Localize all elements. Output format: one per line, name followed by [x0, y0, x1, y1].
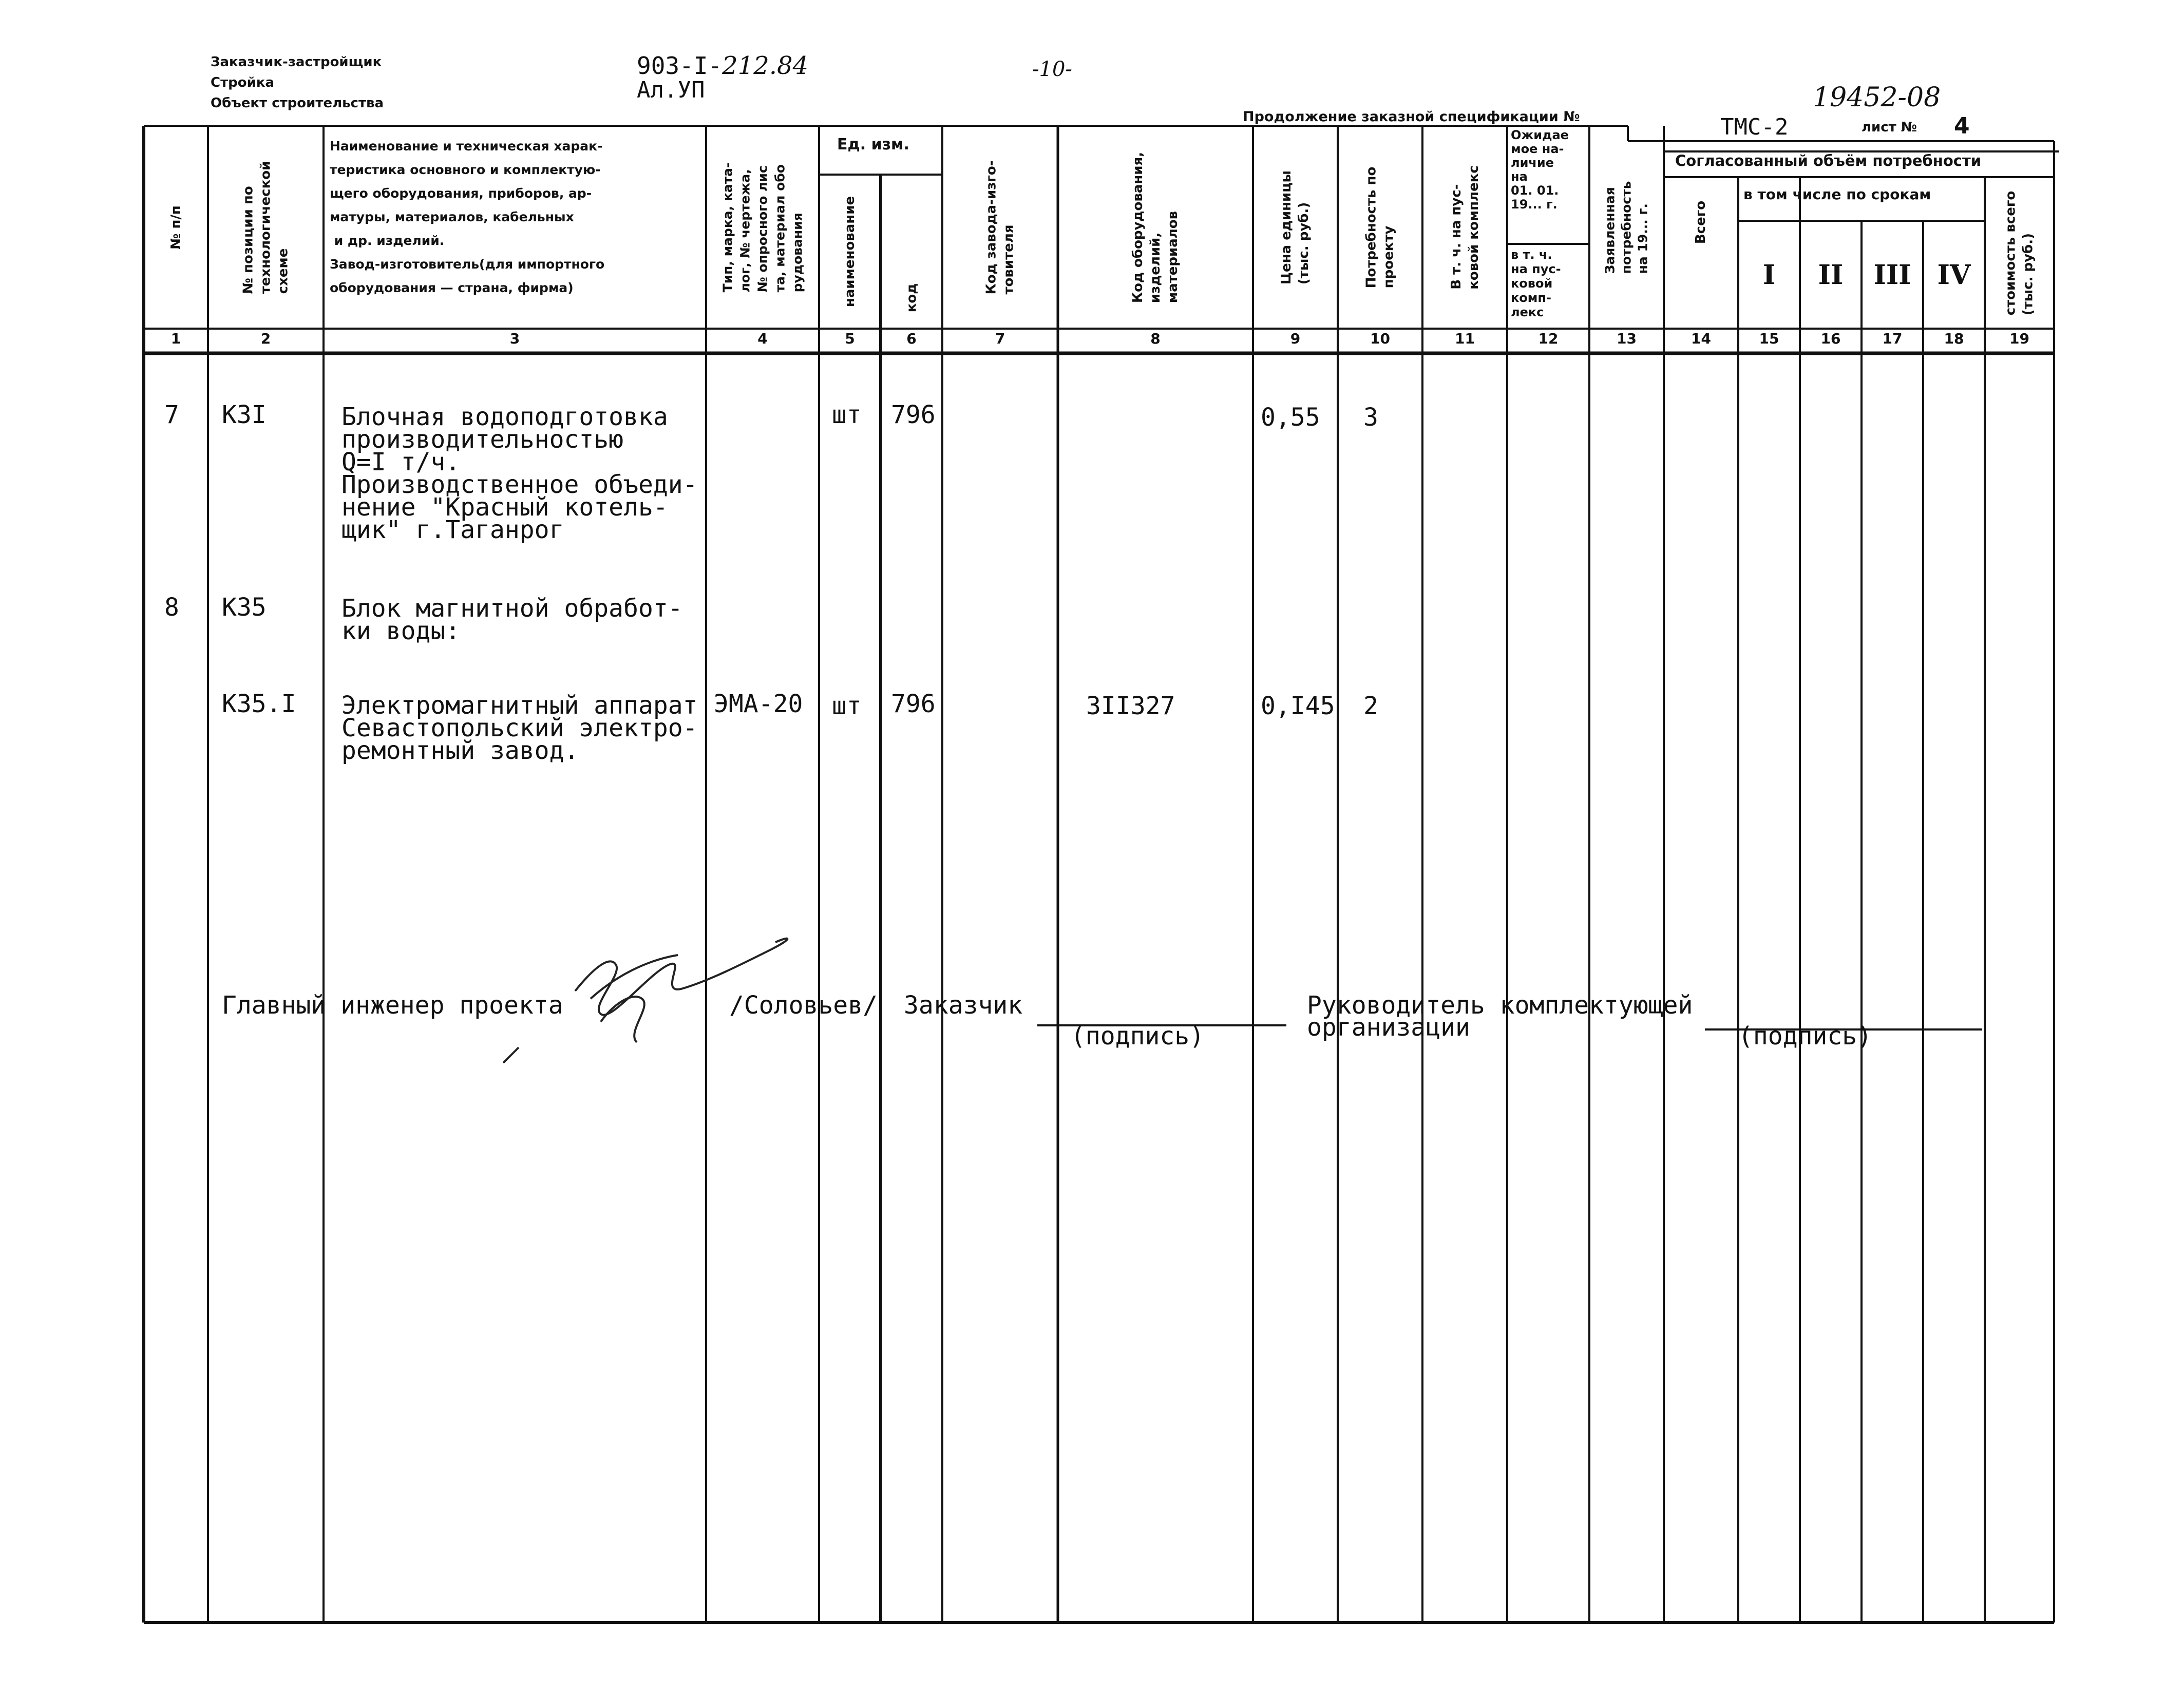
customer-label: Заказчик-застройщик [211, 54, 382, 70]
unit-group-header: Ед. изм. [837, 136, 909, 154]
row-type: ЭМА-20 [714, 690, 803, 718]
col5-header [819, 175, 881, 329]
col3-header: Наименование и техническая харак- теристика основного и комплектую- щего оборудования, приборов, ар- матуры, материалов, кабельных и др. изделий. Завод-изготовитель(для импортного оборудования — страна, фирма) [330, 139, 605, 295]
row-need: 2 [1363, 692, 1378, 720]
row-number: 8 [164, 593, 179, 622]
row-code: 796 [891, 400, 936, 429]
col6-header [881, 267, 942, 329]
colnum-14: 14 [1691, 330, 1711, 347]
col15-header: I [1762, 259, 1776, 291]
col5-header-text: наименование [842, 196, 858, 308]
col10-header-text: Потребность по проекту [1363, 166, 1397, 288]
colnum-1: 1 [170, 330, 181, 347]
row-name: Блочная водоподготовка производительностью Q=I т/ч. Производственное объеди- нение "Красный котель- щик" г.Таганрог [341, 403, 698, 544]
row-equip-code: 3II327 [1086, 692, 1175, 720]
agreed-group-header: Согласованный объём потребности [1675, 152, 1982, 169]
colnum-9: 9 [1290, 330, 1301, 347]
row-price: 0,55 [1261, 403, 1320, 432]
supplier-head-label: Руководитель комплектующей [1307, 991, 1693, 1020]
colnum-4: 4 [757, 330, 768, 347]
col10-header [1338, 126, 1422, 329]
colnum-8: 8 [1150, 330, 1161, 347]
colnum-3: 3 [509, 330, 520, 347]
colnum-5: 5 [845, 330, 855, 347]
col2-header [208, 126, 324, 329]
col16-header: II [1818, 259, 1844, 291]
row-price: 0,I45 [1261, 692, 1335, 720]
col4-header-text: Тип, марка, ката- лог, № чертежа, № опросного лис та, материал обо рудования [720, 162, 805, 292]
project-code-prefix: 903-I- [637, 52, 723, 80]
object-label: Объект строительства [211, 96, 384, 111]
col19-header [1985, 177, 2054, 329]
spec-title: Продолжение заказной спецификации № [1243, 109, 1580, 125]
handwritten-number: 19452-08 [1813, 82, 1941, 113]
col14-header [1664, 177, 1738, 329]
col1-header [144, 126, 208, 329]
colnum-13: 13 [1617, 330, 1637, 347]
col11-header-text: В т. ч. на пус- ковой комплекс [1448, 165, 1482, 290]
supplier-head-label-2: организации [1307, 1013, 1470, 1042]
row-unit: шт [832, 400, 862, 429]
colnum-12: 12 [1538, 330, 1559, 347]
col4-header [706, 126, 819, 329]
colnum-18: 18 [1944, 330, 1964, 347]
colnum-17: 17 [1882, 330, 1903, 347]
row-position: К35 [222, 593, 267, 622]
sheet-number: 4 [1954, 113, 1970, 139]
col9-header-text: Цена единицы (тыс. руб.) [1279, 170, 1312, 284]
sheet-label: лист № [1862, 120, 1917, 135]
construction-label: Стройка [211, 75, 275, 90]
colnum-2: 2 [260, 330, 271, 347]
col18-header: IV [1937, 259, 1971, 291]
col6-header-text: код [903, 283, 919, 313]
col1-header-text: № п/п [168, 205, 184, 250]
signature-caption: (подпись) [1071, 1022, 1205, 1051]
col13-header [1589, 126, 1664, 329]
chief-engineer-label: Главный инженер проекта [222, 991, 563, 1020]
col9-header [1253, 126, 1338, 329]
colnum-16: 16 [1820, 330, 1841, 347]
terms-group-header: в том числе по срокам [1743, 186, 1931, 203]
col12-top-header: Ожидае мое на- личие на 01. 01. 19... г. [1511, 128, 1569, 212]
project-code [637, 51, 808, 80]
row-position: К35.I [222, 690, 296, 718]
spec-number: ТМС-2 [1720, 114, 1789, 140]
row-name: Блок магнитной обработ- ки воды: [341, 594, 683, 645]
colnum-10: 10 [1370, 330, 1390, 347]
customer-sign-label: Заказчик [904, 991, 1023, 1020]
col11-header [1422, 126, 1507, 329]
col7-header [942, 126, 1058, 329]
colnum-6: 6 [906, 330, 917, 347]
page-number: -10- [1032, 58, 1072, 81]
col14-header-text: Всего [1693, 200, 1709, 244]
colnum-7: 7 [995, 330, 1005, 347]
colnum-15: 15 [1759, 330, 1779, 347]
colnum-11: 11 [1455, 330, 1475, 347]
signature-caption-2: (подпись) [1738, 1022, 1872, 1051]
col13-header-text: Заявленная потребность на 19... г. [1602, 181, 1650, 274]
col8-header-text: Код оборудования, изделий, материалов [1130, 151, 1181, 303]
colnum-19: 19 [2009, 330, 2029, 347]
project-code-handwritten: 212.84 [722, 51, 809, 80]
col12-bottom-header: в т. ч. на пус- ковой комп- лекс [1511, 247, 1561, 319]
row-need: 3 [1363, 403, 1378, 432]
col7-header-text: Код завода-изго- товителя [983, 160, 1017, 295]
row-code: 796 [891, 690, 936, 718]
col8-header [1058, 126, 1253, 329]
col17-header: III [1873, 259, 1911, 291]
col2-header-text: № позиции по технологической схеме [240, 161, 291, 294]
row-position: К3I [222, 400, 267, 429]
row-unit: шт [832, 692, 862, 720]
row-name: Электромагнитный аппарат Севастопольский электро- ремонтный завод. [341, 691, 698, 765]
row-number: 7 [164, 400, 179, 429]
album-label: Ал.УП [637, 77, 705, 103]
col19-header-text: стоимость всего (тыс. руб.) [2003, 190, 2036, 315]
chief-engineer-name: /Соловьев/ [729, 991, 878, 1020]
